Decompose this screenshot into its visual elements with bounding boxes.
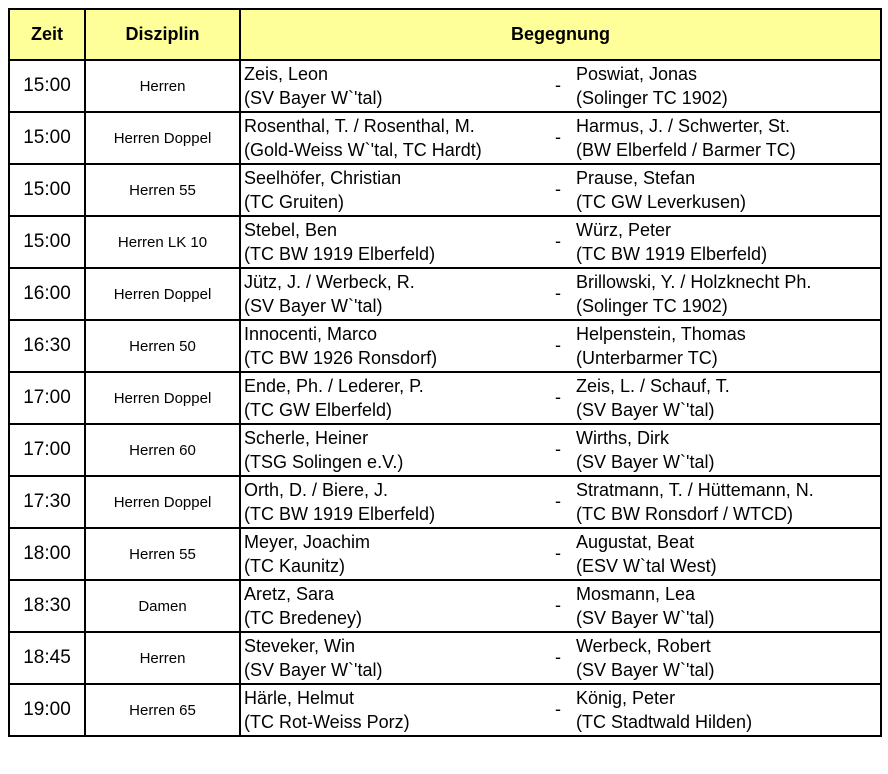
player-away <box>576 114 796 162</box>
discipline-cell: Herren Doppel <box>85 476 240 528</box>
player-home <box>244 114 482 162</box>
match-cell <box>240 424 881 476</box>
player-away-name: König, Peter <box>576 688 676 708</box>
player-home-name: Steveker, Win <box>244 636 356 656</box>
table-row <box>9 424 881 476</box>
time-cell: 15:00 <box>9 164 85 216</box>
player-home-club: (TC Rot-Weiss Porz) <box>244 712 410 732</box>
table-row <box>9 268 881 320</box>
player-away <box>576 322 746 370</box>
match-cell <box>240 164 881 216</box>
table-row <box>9 164 881 216</box>
versus-separator: - <box>555 231 561 251</box>
player-home <box>244 478 435 526</box>
player-away-club: (SV Bayer W`'tal) <box>576 400 715 420</box>
player-away-club: (SV Bayer W`'tal) <box>576 452 715 472</box>
player-away <box>576 218 767 266</box>
header-disziplin: Disziplin <box>85 9 240 60</box>
match-cell <box>240 320 881 372</box>
player-home-club: (TC Kaunitz) <box>244 556 346 576</box>
time-cell: 16:00 <box>9 268 85 320</box>
discipline-cell: Herren 55 <box>85 164 240 216</box>
player-away-name: Brillowski, Y. / Holzknecht Ph. <box>576 272 812 292</box>
discipline-cell: Herren 65 <box>85 684 240 736</box>
time-cell: 19:00 <box>9 684 85 736</box>
player-away-club: (SV Bayer W`'tal) <box>576 660 715 680</box>
player-away-name: Augustat, Beat <box>576 532 695 552</box>
table-row <box>9 580 881 632</box>
time-cell: 15:00 <box>9 216 85 268</box>
table-row <box>9 528 881 580</box>
player-away-name: Werbeck, Robert <box>576 636 711 656</box>
discipline-cell: Herren Doppel <box>85 112 240 164</box>
player-home-name: Innocenti, Marco <box>244 324 378 344</box>
match-cell <box>240 60 881 112</box>
player-home-name: Rosenthal, T. / Rosenthal, M. <box>244 116 475 136</box>
player-away-name: Zeis, L. / Schauf, T. <box>576 376 730 396</box>
player-away-club: (ESV W`tal West) <box>576 556 717 576</box>
time-cell: 18:30 <box>9 580 85 632</box>
header-zeit: Zeit <box>9 9 85 60</box>
table-row <box>9 684 881 736</box>
table-row <box>9 112 881 164</box>
versus-separator: - <box>555 75 561 95</box>
time-cell: 17:00 <box>9 372 85 424</box>
time-cell: 15:00 <box>9 112 85 164</box>
player-home <box>244 634 382 682</box>
player-away <box>576 478 814 526</box>
player-away <box>576 166 746 214</box>
player-away-name: Helpenstein, Thomas <box>576 324 746 344</box>
player-away <box>576 374 730 422</box>
player-away-club: (TC GW Leverkusen) <box>576 192 747 212</box>
versus-separator: - <box>555 127 561 147</box>
player-home-club: (TC Bredeney) <box>244 608 363 628</box>
player-away-club: (Solinger TC 1902) <box>576 88 728 108</box>
player-home-club: (TC GW Elberfeld) <box>244 400 393 420</box>
player-away-name: Poswiat, Jonas <box>576 64 698 84</box>
player-away-name: Stratmann, T. / Hüttemann, N. <box>576 480 814 500</box>
versus-separator: - <box>555 491 561 511</box>
player-home-name: Meyer, Joachim <box>244 532 371 552</box>
player-away-club: (TC BW Ronsdorf / WTCD) <box>576 504 794 524</box>
player-home-name: Ende, Ph. / Lederer, P. <box>244 376 424 396</box>
discipline-cell: Herren 60 <box>85 424 240 476</box>
player-home-name: Stebel, Ben <box>244 220 338 240</box>
discipline-cell: Herren LK 10 <box>85 216 240 268</box>
versus-separator: - <box>555 543 561 563</box>
time-cell: 16:30 <box>9 320 85 372</box>
match-cell <box>240 580 881 632</box>
player-home-club: (TC BW 1919 Elberfeld) <box>244 244 436 264</box>
time-cell: 18:00 <box>9 528 85 580</box>
time-cell: 17:00 <box>9 424 85 476</box>
player-home-club: (SV Bayer W`'tal) <box>244 88 383 108</box>
versus-separator: - <box>555 283 561 303</box>
player-away-name: Wirths, Dirk <box>576 428 669 448</box>
time-cell: 17:30 <box>9 476 85 528</box>
player-away-club: (BW Elberfeld / Barmer TC) <box>576 140 796 160</box>
match-cell <box>240 476 881 528</box>
player-away-club: (TC Stadtwald Hilden) <box>576 712 753 732</box>
match-cell <box>240 632 881 684</box>
table-row <box>9 60 881 112</box>
player-home <box>244 686 410 734</box>
match-cell <box>240 528 881 580</box>
player-away <box>576 270 811 318</box>
player-home <box>244 62 382 110</box>
discipline-cell: Herren <box>85 60 240 112</box>
discipline-cell: Herren 55 <box>85 528 240 580</box>
discipline-cell: Herren 50 <box>85 320 240 372</box>
header-begegnung: Begegnung <box>240 9 881 60</box>
player-away-name: Harmus, J. / Schwerter, St. <box>576 116 791 136</box>
player-home <box>244 530 370 578</box>
player-home-name: Härle, Helmut <box>244 688 355 708</box>
player-away-club: (SV Bayer W`'tal) <box>576 608 715 628</box>
player-home <box>244 322 437 370</box>
player-home-name: Orth, D. / Biere, J. <box>244 480 389 500</box>
table-row <box>9 476 881 528</box>
player-away-name: Prause, Stefan <box>576 168 696 188</box>
versus-separator: - <box>555 595 561 615</box>
player-home-club: (TC BW 1919 Elberfeld) <box>244 504 436 524</box>
player-home <box>244 166 401 214</box>
player-away-name: Mosmann, Lea <box>576 584 696 604</box>
player-home-name: Scherle, Heiner <box>244 428 369 448</box>
player-home <box>244 218 435 266</box>
player-away <box>576 634 714 682</box>
player-home-club: (Gold-Weiss W`'tal, TC Hardt) <box>244 140 482 160</box>
schedule-table <box>8 8 882 737</box>
match-cell <box>240 268 881 320</box>
player-away <box>576 426 714 474</box>
player-home-club: (TC BW 1926 Ronsdorf) <box>244 348 438 368</box>
schedule-body <box>9 60 881 736</box>
player-home <box>244 426 403 474</box>
versus-separator: - <box>555 179 561 199</box>
discipline-cell: Herren Doppel <box>85 268 240 320</box>
time-cell: 18:45 <box>9 632 85 684</box>
match-cell <box>240 372 881 424</box>
table-row <box>9 372 881 424</box>
player-home-name: Seelhöfer, Christian <box>244 168 402 188</box>
table-row <box>9 216 881 268</box>
player-home <box>244 582 362 630</box>
discipline-cell: Damen <box>85 580 240 632</box>
player-home-club: (TC Gruiten) <box>244 192 345 212</box>
player-away-club: (TC BW 1919 Elberfeld) <box>576 244 768 264</box>
player-home <box>244 270 415 318</box>
versus-separator: - <box>555 387 561 407</box>
player-away-club: (Unterbarmer TC) <box>576 348 718 368</box>
versus-separator: - <box>555 647 561 667</box>
match-cell <box>240 684 881 736</box>
match-cell <box>240 216 881 268</box>
time-cell: 15:00 <box>9 60 85 112</box>
player-home <box>244 374 424 422</box>
player-away <box>576 686 752 734</box>
versus-separator: - <box>555 699 561 719</box>
discipline-cell: Herren <box>85 632 240 684</box>
player-home-club: (SV Bayer W`'tal) <box>244 660 383 680</box>
player-home-club: (SV Bayer W`'tal) <box>244 296 383 316</box>
discipline-cell: Herren Doppel <box>85 372 240 424</box>
header-row <box>9 9 881 60</box>
player-home-name: Jütz, J. / Werbeck, R. <box>244 272 415 292</box>
player-home-name: Zeis, Leon <box>244 64 329 84</box>
player-away <box>576 62 728 110</box>
player-home-name: Aretz, Sara <box>244 584 335 604</box>
table-row <box>9 320 881 372</box>
player-away-name: Würz, Peter <box>576 220 672 240</box>
player-away-club: (Solinger TC 1902) <box>576 296 728 316</box>
table-row <box>9 632 881 684</box>
match-cell <box>240 112 881 164</box>
versus-separator: - <box>555 335 561 355</box>
versus-separator: - <box>555 439 561 459</box>
player-home-club: (TSG Solingen e.V.) <box>244 452 404 472</box>
player-away <box>576 582 714 630</box>
player-away <box>576 530 717 578</box>
